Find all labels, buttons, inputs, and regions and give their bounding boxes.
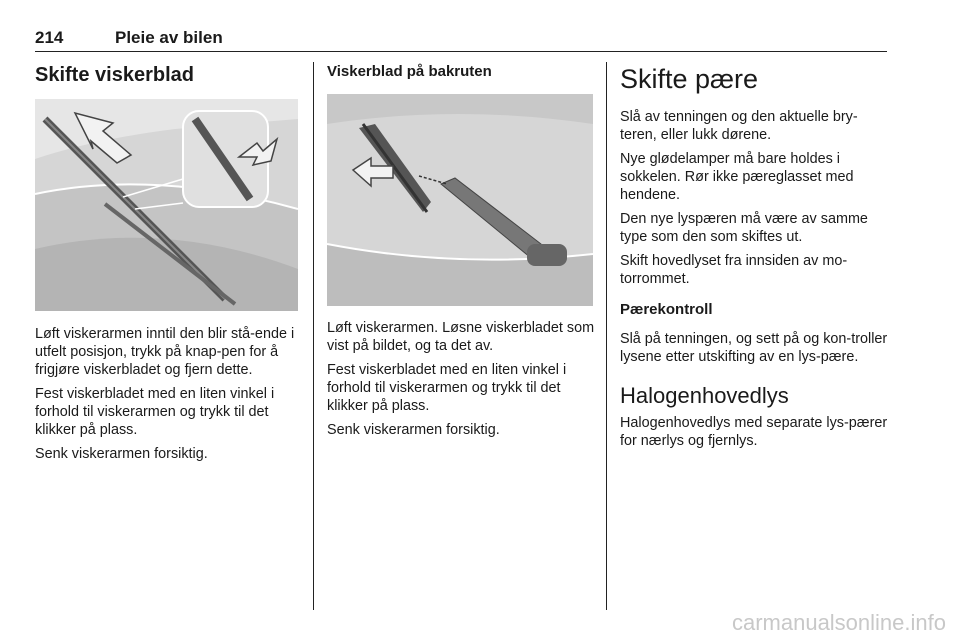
rear-wiper-illustration xyxy=(327,94,593,306)
body-paragraph: Senk viskerarmen forsiktig. xyxy=(327,422,500,438)
wiper-blade-windshield-illustration xyxy=(35,99,298,311)
running-title: Pleie av bilen xyxy=(115,28,223,47)
section-heading: Viskerblad på bakruten xyxy=(327,63,492,80)
page-number: 214 xyxy=(35,28,64,47)
column-divider xyxy=(606,62,607,610)
column-wiper-blade xyxy=(35,62,301,469)
section-heading: Skifte viskerblad xyxy=(35,64,194,86)
body-paragraph: Senk viskerarmen forsiktig. xyxy=(35,446,208,462)
body-paragraph: Fest viskerbladet med en liten vinkel i forhold til viskerarmen og trykk til det klikker på plass. xyxy=(35,386,275,438)
section-heading: Halogenhovedlys xyxy=(620,383,789,408)
sub-heading: Pærekontroll xyxy=(620,301,713,318)
body-paragraph: Løft viskerarmen. Løsne viskerbladet som vist på bildet, og ta det av. xyxy=(327,320,595,354)
watermark: carmanualsonline.info xyxy=(731,610,946,635)
body-paragraph: Skift hovedlyset fra innsiden av mo-torrommet. xyxy=(620,253,848,287)
body-paragraph: Den nye lyspæren må være av samme type som den som skiftes ut. xyxy=(620,211,868,245)
body-paragraph: Slå av tenningen og den aktuelle bry-teren, eller lukk dørene. xyxy=(620,109,858,143)
body-paragraph: Løft viskerarmen inntil den blir stå-ende i utfelt posisjon, trykk på knap-pen for å frigjøre viskerbladet og fjern dette. xyxy=(35,326,295,378)
body-paragraph: Fest viskerbladet med en liten vinkel i forhold til viskerarmen og trykk til det klikker på plass. xyxy=(327,362,567,414)
column-bulb-replacement xyxy=(620,62,888,456)
page-header xyxy=(35,27,887,52)
column-rear-wiper xyxy=(327,62,597,445)
body-paragraph: Nye glødelamper må bare holdes i sokkelen. Rør ikke pæreglasset med hendene. xyxy=(620,151,854,203)
column-divider xyxy=(313,62,314,610)
chapter-heading: Skifte pære xyxy=(620,64,759,94)
body-paragraph: Slå på tenningen, og sett på og kon-troller lysene etter utskifting av en lys-pære. xyxy=(620,331,888,365)
body-paragraph: Halogenhovedlys med separate lys-pærer for nærlys og fjernlys. xyxy=(620,415,888,449)
